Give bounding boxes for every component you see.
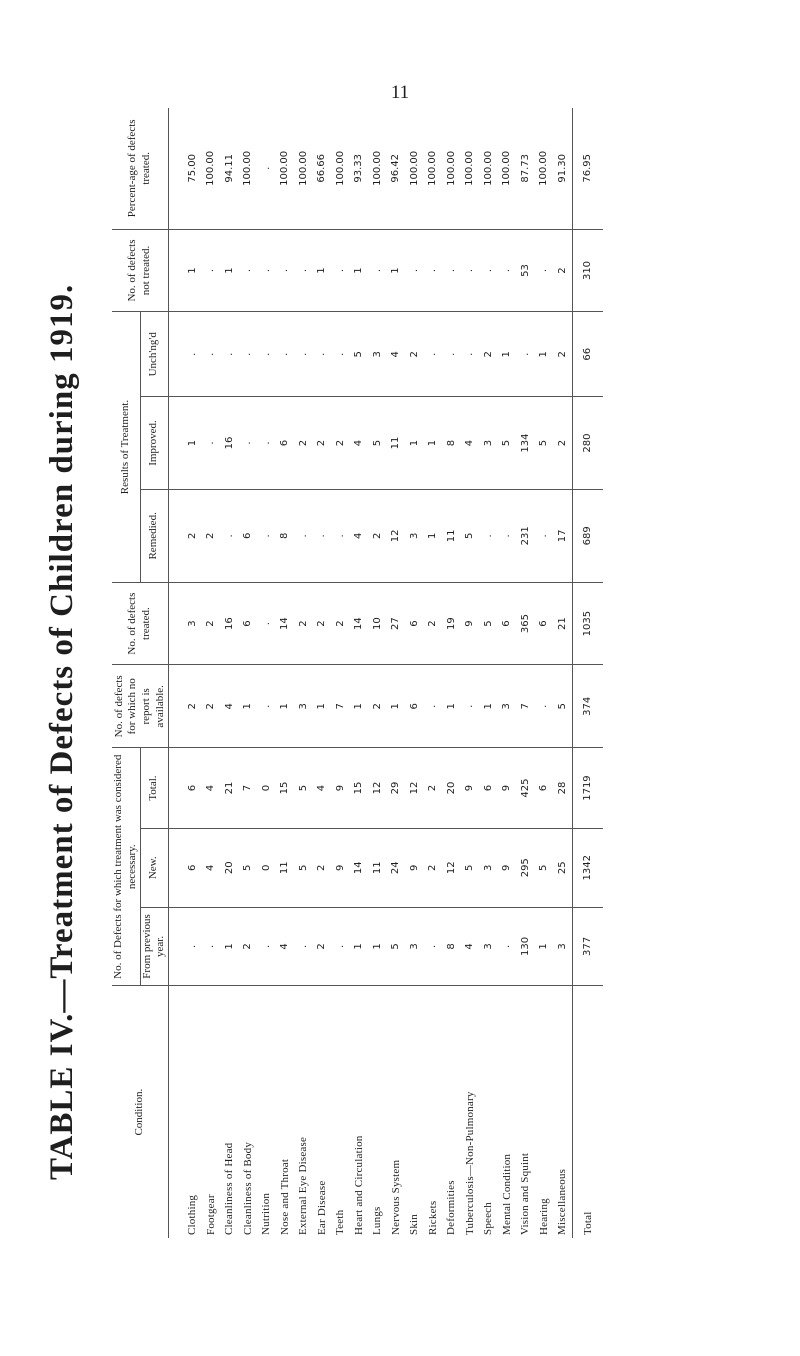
cell-unchanged: .: [442, 312, 461, 397]
cell-from-previous: 1: [220, 907, 239, 986]
cell-new: 24: [387, 828, 406, 907]
cell-remedied: .: [257, 489, 276, 582]
cell-unchanged: 1: [535, 312, 554, 397]
table-row: [535, 108, 554, 1238]
table-row: [331, 108, 350, 1238]
cell-new: 20: [220, 828, 239, 907]
cell-new: 5: [535, 828, 554, 907]
cell-no-report: 374: [572, 665, 603, 748]
cell-no-report: 1: [239, 665, 258, 748]
cell-improved: 5: [535, 397, 554, 490]
cell-no-report: 6: [405, 665, 424, 748]
cell-new: 2: [424, 828, 443, 907]
cell-treated: 9: [461, 582, 480, 665]
cell-new: 4: [202, 828, 221, 907]
table-row: [498, 108, 517, 1238]
cell-percentage: 66.66: [316, 154, 328, 183]
table-row: [405, 108, 424, 1238]
header-improved: Improved.: [140, 397, 169, 490]
cell-percentage: 96.42: [390, 154, 402, 183]
cell-improved: .: [202, 397, 221, 490]
cell-no-report: .: [535, 665, 554, 748]
cell-not-treated: .: [442, 229, 461, 312]
cell-remedied: 2: [169, 489, 202, 582]
cell-new: 1342: [572, 828, 603, 907]
table-row: [479, 108, 498, 1238]
cell-from-previous: .: [202, 907, 221, 986]
cell-condition: Miscellaneous: [553, 986, 572, 1238]
header-results-group: Results of Treatment.: [112, 312, 140, 582]
cell-improved: 1: [169, 397, 202, 490]
cell-total: 28: [553, 748, 572, 829]
cell-condition: Vision and Squint: [516, 986, 535, 1238]
cell-improved: 5: [368, 397, 387, 490]
cell-percentage: 100.00: [538, 150, 550, 186]
cell-not-treated: 53: [516, 229, 535, 312]
cell-improved: .: [239, 397, 258, 490]
cell-no-report: 2: [202, 665, 221, 748]
page-number: 11: [390, 82, 410, 103]
cell-no-report: 1: [276, 665, 295, 748]
cell-not-treated: .: [331, 229, 350, 312]
cell-percentage: 100.00: [445, 150, 457, 186]
cell-improved: 3: [479, 397, 498, 490]
cell-unchanged: 4: [387, 312, 406, 397]
cell-percentage: 100.00: [205, 150, 217, 186]
cell-new: 3: [479, 828, 498, 907]
cell-not-treated: .: [202, 229, 221, 312]
cell-condition: Total: [572, 986, 603, 1238]
cell-treated: 14: [350, 582, 369, 665]
cell-remedied: .: [220, 489, 239, 582]
cell-not-treated: .: [239, 229, 258, 312]
cell-condition: Heart and Circulation: [350, 986, 369, 1238]
table-row: [442, 108, 461, 1238]
cell-from-previous: 2: [313, 907, 332, 986]
cell-no-report: 1: [442, 665, 461, 748]
cell-no-report: 5: [553, 665, 572, 748]
cell-percentage: 100.00: [279, 150, 291, 186]
cell-unchanged: .: [257, 312, 276, 397]
cell-no-report: .: [257, 665, 276, 748]
cell-total: 12: [405, 748, 424, 829]
cell-improved: 134: [516, 397, 535, 490]
cell-total: 9: [331, 748, 350, 829]
cell-condition: Cleanliness of Head: [220, 986, 239, 1238]
table-row: [516, 108, 535, 1238]
cell-improved: 5: [498, 397, 517, 490]
cell-remedied: 3: [405, 489, 424, 582]
cell-condition: Clothing: [169, 986, 202, 1238]
cell-from-previous: 3: [479, 907, 498, 986]
cell-new: 9: [405, 828, 424, 907]
cell-from-previous: 1: [350, 907, 369, 986]
cell-unchanged: .: [331, 312, 350, 397]
cell-condition: Mental Condition: [498, 986, 517, 1238]
cell-percentage: 93.33: [353, 154, 365, 183]
cell-improved: 2: [294, 397, 313, 490]
cell-percentage: 100.00: [408, 150, 420, 186]
cell-no-report: 2: [169, 665, 202, 748]
cell-new: 25: [553, 828, 572, 907]
cell-no-report: 1: [387, 665, 406, 748]
cell-not-treated: .: [294, 229, 313, 312]
header-treated: No. of defects treated.: [112, 582, 169, 665]
cell-improved: 4: [350, 397, 369, 490]
cell-not-treated: .: [479, 229, 498, 312]
cell-new: 9: [498, 828, 517, 907]
cell-from-previous: .: [331, 907, 350, 986]
cell-total: 9: [498, 748, 517, 829]
header-from-previous: From previous year.: [140, 907, 169, 986]
cell-condition: Ear Disease: [313, 986, 332, 1238]
cell-no-report: .: [461, 665, 480, 748]
cell-unchanged: .: [276, 312, 295, 397]
cell-remedied: .: [313, 489, 332, 582]
cell-percentage: .: [260, 166, 272, 170]
cell-remedied: 689: [572, 489, 603, 582]
cell-treated: 21: [553, 582, 572, 665]
cell-from-previous: 8: [442, 907, 461, 986]
cell-treated: 2: [424, 582, 443, 665]
cell-no-report: 7: [516, 665, 535, 748]
cell-from-previous: .: [498, 907, 517, 986]
cell-total: 0: [257, 748, 276, 829]
cell-condition: Deformities: [442, 986, 461, 1238]
defects-treatment-table: [112, 108, 603, 1238]
table-row: [424, 108, 443, 1238]
table-row: [257, 108, 276, 1238]
cell-condition: Cleanliness of Body: [239, 986, 258, 1238]
table-row: [368, 108, 387, 1238]
cell-remedied: .: [294, 489, 313, 582]
cell-unchanged: 5: [350, 312, 369, 397]
cell-new: 5: [239, 828, 258, 907]
cell-total: 6: [535, 748, 554, 829]
cell-unchanged: .: [516, 312, 535, 397]
cell-remedied: 12: [387, 489, 406, 582]
cell-total: 15: [350, 748, 369, 829]
cell-condition: Hearing: [535, 986, 554, 1238]
cell-from-previous: 1: [368, 907, 387, 986]
cell-unchanged: 2: [479, 312, 498, 397]
header-new: New.: [140, 828, 169, 907]
cell-not-treated: .: [257, 229, 276, 312]
cell-treated: 16: [220, 582, 239, 665]
cell-percentage: 100.00: [242, 150, 254, 186]
cell-from-previous: 4: [461, 907, 480, 986]
cell-condition: Nose and Throat: [276, 986, 295, 1238]
cell-percentage: 100.00: [482, 150, 494, 186]
cell-remedied: 6: [239, 489, 258, 582]
cell-unchanged: .: [169, 312, 202, 397]
cell-unchanged: 2: [553, 312, 572, 397]
cell-remedied: .: [479, 489, 498, 582]
cell-percentage: 100.00: [371, 150, 383, 186]
cell-new: 14: [350, 828, 369, 907]
cell-condition: Nutrition: [257, 986, 276, 1238]
cell-total: 15: [276, 748, 295, 829]
cell-no-report: .: [424, 665, 443, 748]
cell-no-report: 1: [479, 665, 498, 748]
cell-unchanged: .: [313, 312, 332, 397]
cell-condition: Rickets: [424, 986, 443, 1238]
cell-new: 9: [331, 828, 350, 907]
cell-total: 6: [169, 748, 202, 829]
cell-condition: Nervous System: [387, 986, 406, 1238]
cell-improved: 16: [220, 397, 239, 490]
cell-total: 2: [424, 748, 443, 829]
cell-new: 5: [294, 828, 313, 907]
cell-unchanged: .: [461, 312, 480, 397]
cell-treated: 3: [169, 582, 202, 665]
table-body: [169, 108, 603, 1238]
cell-condition: Footgear: [202, 986, 221, 1238]
cell-condition: Tuberculosis—Non-Pulmonary: [461, 986, 480, 1238]
cell-condition: Speech: [479, 986, 498, 1238]
cell-not-treated: .: [405, 229, 424, 312]
cell-total: 6: [479, 748, 498, 829]
cell-unchanged: 3: [368, 312, 387, 397]
total-row: [572, 108, 603, 1238]
cell-not-treated: 2: [553, 229, 572, 312]
cell-from-previous: .: [424, 907, 443, 986]
cell-no-report: 4: [220, 665, 239, 748]
header-unchanged: Unch'ng'd: [140, 312, 169, 397]
cell-percentage: 75.00: [186, 154, 198, 183]
header-condition: Condition.: [112, 986, 169, 1238]
cell-unchanged: 1: [498, 312, 517, 397]
cell-unchanged: .: [220, 312, 239, 397]
cell-from-previous: 1: [535, 907, 554, 986]
cell-treated: 1035: [572, 582, 603, 665]
cell-treated: 6: [535, 582, 554, 665]
cell-treated: 2: [331, 582, 350, 665]
cell-treated: 6: [498, 582, 517, 665]
cell-total: 1719: [572, 748, 603, 829]
cell-unchanged: .: [239, 312, 258, 397]
cell-remedied: .: [498, 489, 517, 582]
table-row: [220, 108, 239, 1238]
table-row: [202, 108, 221, 1238]
cell-total: 7: [239, 748, 258, 829]
cell-total: 12: [368, 748, 387, 829]
cell-total: 4: [202, 748, 221, 829]
cell-treated: .: [257, 582, 276, 665]
cell-percentage: 91.30: [556, 154, 568, 183]
cell-treated: 19: [442, 582, 461, 665]
table-row: [294, 108, 313, 1238]
cell-not-treated: 1: [220, 229, 239, 312]
cell-improved: 1: [405, 397, 424, 490]
cell-from-previous: 4: [276, 907, 295, 986]
cell-percentage: 100.00: [501, 150, 513, 186]
cell-improved: 280: [572, 397, 603, 490]
cell-improved: 1: [424, 397, 443, 490]
cell-treated: 5: [479, 582, 498, 665]
table-row: [387, 108, 406, 1238]
cell-no-report: 1: [350, 665, 369, 748]
table-row: [169, 108, 202, 1238]
cell-from-previous: 3: [405, 907, 424, 986]
cell-total: 9: [461, 748, 480, 829]
cell-treated: 2: [294, 582, 313, 665]
header-percentage: Percent-age of defects treated.: [112, 108, 169, 229]
cell-new: 11: [276, 828, 295, 907]
cell-from-previous: 130: [516, 907, 535, 986]
cell-not-treated: 1: [387, 229, 406, 312]
cell-improved: 4: [461, 397, 480, 490]
header-needing-group: No. of Defects for which treatment was considered necessary.: [112, 748, 140, 986]
cell-treated: 6: [239, 582, 258, 665]
cell-unchanged: 66: [572, 312, 603, 397]
cell-from-previous: .: [294, 907, 313, 986]
cell-no-report: 7: [331, 665, 350, 748]
cell-treated: 14: [276, 582, 295, 665]
cell-percentage: 100.00: [427, 150, 439, 186]
cell-remedied: 1: [424, 489, 443, 582]
cell-improved: 6: [276, 397, 295, 490]
cell-percentage: 76.95: [572, 108, 603, 229]
cell-not-treated: .: [368, 229, 387, 312]
cell-new: 11: [368, 828, 387, 907]
cell-from-previous: 2: [239, 907, 258, 986]
cell-unchanged: .: [202, 312, 221, 397]
cell-remedied: 5: [461, 489, 480, 582]
header-remedied: Remedied.: [140, 489, 169, 582]
cell-total: 425: [516, 748, 535, 829]
cell-percentage: 100.00: [297, 150, 309, 186]
cell-new: 2: [313, 828, 332, 907]
cell-not-treated: .: [424, 229, 443, 312]
cell-treated: 10: [368, 582, 387, 665]
cell-treated: 2: [202, 582, 221, 665]
cell-improved: .: [257, 397, 276, 490]
cell-no-report: 3: [498, 665, 517, 748]
cell-condition: Skin: [405, 986, 424, 1238]
cell-not-treated: .: [461, 229, 480, 312]
cell-remedied: 2: [202, 489, 221, 582]
cell-new: 12: [442, 828, 461, 907]
cell-new: 5: [461, 828, 480, 907]
cell-condition: External Eye Disease: [294, 986, 313, 1238]
cell-treated: 27: [387, 582, 406, 665]
cell-remedied: 17: [553, 489, 572, 582]
cell-treated: 6: [405, 582, 424, 665]
cell-remedied: 11: [442, 489, 461, 582]
header-not-treated: No. of defects not treated.: [112, 229, 169, 312]
cell-condition: Lungs: [368, 986, 387, 1238]
cell-not-treated: 1: [350, 229, 369, 312]
cell-unchanged: 2: [405, 312, 424, 397]
table-title: TABLE IV.—Treatment of Defects of Children during 1919.: [44, 283, 80, 1180]
cell-no-report: 1: [313, 665, 332, 748]
table-row: [313, 108, 332, 1238]
cell-unchanged: .: [294, 312, 313, 397]
cell-new: 6: [169, 828, 202, 907]
cell-unchanged: .: [424, 312, 443, 397]
cell-remedied: 4: [350, 489, 369, 582]
cell-from-previous: 377: [572, 907, 603, 986]
table-row: [553, 108, 572, 1238]
cell-total: 5: [294, 748, 313, 829]
cell-total: 4: [313, 748, 332, 829]
cell-not-treated: .: [276, 229, 295, 312]
cell-remedied: .: [535, 489, 554, 582]
cell-percentage: 100.00: [464, 150, 476, 186]
cell-improved: 2: [313, 397, 332, 490]
cell-no-report: 2: [368, 665, 387, 748]
cell-treated: 2: [313, 582, 332, 665]
table-row: [461, 108, 480, 1238]
cell-from-previous: .: [257, 907, 276, 986]
cell-new: 295: [516, 828, 535, 907]
cell-not-treated: 310: [572, 229, 603, 312]
header-no-report: No. of defects for which no report is available.: [112, 665, 169, 748]
cell-remedied: 2: [368, 489, 387, 582]
cell-from-previous: 3: [553, 907, 572, 986]
cell-new: 0: [257, 828, 276, 907]
cell-total: 21: [220, 748, 239, 829]
cell-improved: 2: [331, 397, 350, 490]
cell-condition: Teeth: [331, 986, 350, 1238]
header-total: Total.: [140, 748, 169, 829]
cell-percentage: 87.73: [519, 154, 531, 183]
cell-not-treated: 1: [169, 229, 202, 312]
cell-improved: 11: [387, 397, 406, 490]
cell-improved: 8: [442, 397, 461, 490]
table-row: [239, 108, 258, 1238]
cell-improved: 2: [553, 397, 572, 490]
table-rotated-container: [112, 0, 692, 1238]
cell-remedied: .: [331, 489, 350, 582]
cell-percentage: 100.00: [334, 150, 346, 186]
cell-total: 29: [387, 748, 406, 829]
table-row: [276, 108, 295, 1238]
cell-remedied: 8: [276, 489, 295, 582]
cell-not-treated: .: [498, 229, 517, 312]
cell-percentage: 94.11: [223, 154, 235, 183]
cell-remedied: 231: [516, 489, 535, 582]
cell-not-treated: 1: [313, 229, 332, 312]
cell-treated: 365: [516, 582, 535, 665]
cell-from-previous: .: [169, 907, 202, 986]
cell-total: 20: [442, 748, 461, 829]
cell-no-report: 3: [294, 665, 313, 748]
table-row: [350, 108, 369, 1238]
cell-from-previous: 5: [387, 907, 406, 986]
cell-not-treated: .: [535, 229, 554, 312]
